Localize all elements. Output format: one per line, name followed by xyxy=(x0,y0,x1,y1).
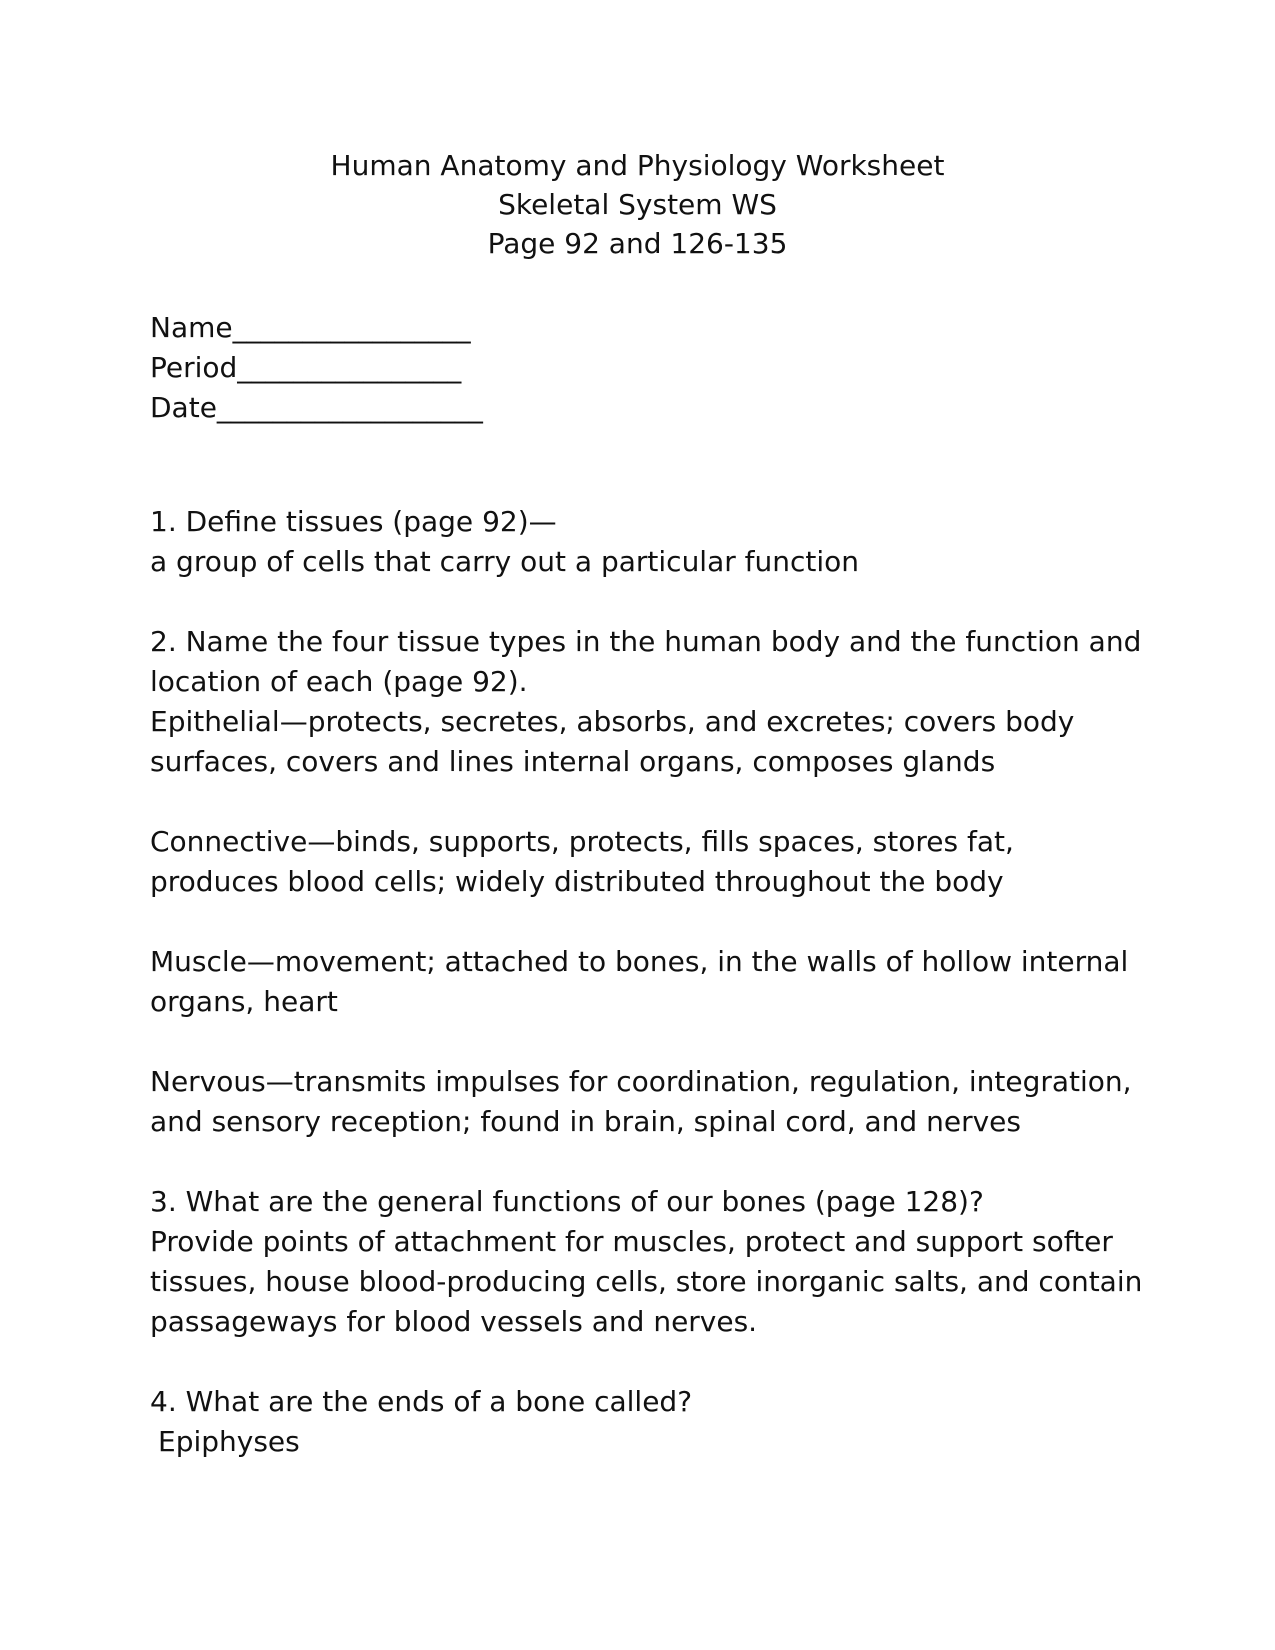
question-1-text: 1. Define tissues (page 92)— xyxy=(150,505,557,538)
question-2-text-line-2: location of each (page 92). xyxy=(150,665,528,698)
muscle-answer xyxy=(150,942,1150,1022)
nervous-answer-line-2: and sensory reception; found in brain, spinal cord, and nerves xyxy=(150,1105,1021,1138)
connective-answer xyxy=(150,822,1150,902)
student-info-fields xyxy=(150,308,483,428)
question-3-answer-line-3: passageways for blood vessels and nerves. xyxy=(150,1305,758,1338)
name-field: Name_________________ xyxy=(150,311,471,344)
muscle-answer-line-2: organs, heart xyxy=(150,985,338,1018)
worksheet-content xyxy=(150,502,1150,1462)
connective-answer-line-2: produces blood cells; widely distributed throughout the body xyxy=(150,865,1004,898)
worksheet-pages: Page 92 and 126-135 xyxy=(487,227,788,260)
muscle-answer-line-1: Muscle—movement; attached to bones, in the walls of hollow internal xyxy=(150,945,1129,978)
question-3 xyxy=(150,1182,1150,1342)
question-4 xyxy=(150,1382,1150,1462)
question-4-answer: Epiphyses xyxy=(158,1425,300,1458)
question-3-text: 3. What are the general functions of our bones (page 128)? xyxy=(150,1185,984,1218)
worksheet-subtitle: Skeletal System WS xyxy=(498,188,777,221)
question-1 xyxy=(150,502,1150,582)
date-field: Date___________________ xyxy=(150,391,483,424)
question-2 xyxy=(150,622,1150,782)
worksheet-title: Human Anatomy and Physiology Worksheet xyxy=(330,149,945,182)
worksheet-header xyxy=(0,146,1275,263)
nervous-answer-line-1: Nervous—transmits impulses for coordination, regulation, integration, xyxy=(150,1065,1132,1098)
epithelial-answer-line-1: Epithelial—protects, secretes, absorbs, and excretes; covers body xyxy=(150,705,1075,738)
question-1-answer: a group of cells that carry out a particular function xyxy=(150,545,860,578)
question-3-answer-line-2: tissues, house blood-producing cells, store inorganic salts, and contain xyxy=(150,1265,1143,1298)
epithelial-answer-line-2: surfaces, covers and lines internal organs, composes glands xyxy=(150,745,996,778)
nervous-answer xyxy=(150,1062,1150,1142)
period-field: Period________________ xyxy=(150,351,462,384)
question-2-text-line-1: 2. Name the four tissue types in the human body and the function and xyxy=(150,625,1142,658)
question-4-text: 4. What are the ends of a bone called? xyxy=(150,1385,693,1418)
question-3-answer-line-1: Provide points of attachment for muscles, protect and support softer xyxy=(150,1225,1113,1258)
connective-answer-line-1: Connective—binds, supports, protects, fills spaces, stores fat, xyxy=(150,825,1014,858)
